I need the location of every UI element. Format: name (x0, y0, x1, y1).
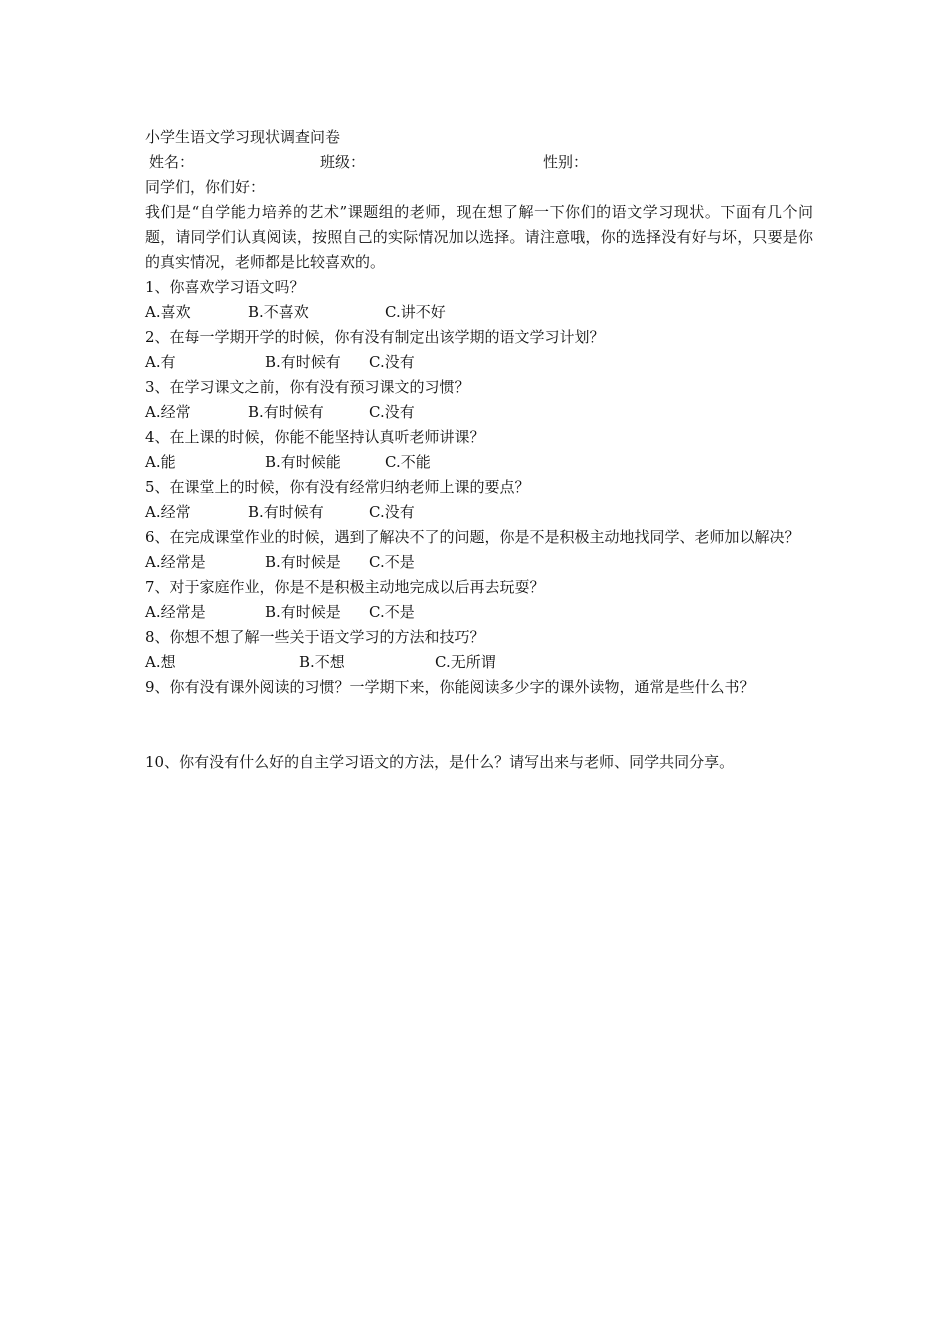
option-2-b[interactable]: B.有时候有 (265, 353, 341, 371)
option-6-a[interactable]: A.经常是 (145, 553, 206, 571)
answer-space-9[interactable] (145, 700, 813, 750)
answer-space-10[interactable] (145, 775, 813, 825)
document-title: 小学生语文学习现状调查问卷 (145, 128, 341, 146)
option-4-a[interactable]: A.能 (145, 453, 176, 471)
question-10: 10、你有没有什么好的自主学习语文的方法，是什么？请写出来与老师、同学共同分享。 (145, 753, 735, 771)
option-3-a[interactable]: A.经常 (145, 403, 191, 421)
question-4: 4、在上课的时候，你能不能坚持认真听老师讲课？ (145, 428, 485, 446)
option-5-a[interactable]: A.经常 (145, 503, 191, 521)
greeting: 同学们，你们好： (145, 178, 266, 196)
class-label: 班级： (320, 153, 366, 171)
options-4 (145, 450, 813, 475)
option-8-b[interactable]: B.不想 (299, 653, 345, 671)
options-6 (145, 550, 813, 575)
option-8-c[interactable]: C.无所谓 (435, 653, 496, 671)
options-3 (145, 400, 813, 425)
option-1-c[interactable]: C.讲不好 (385, 303, 446, 321)
question-5: 5、在课堂上的时候，你有没有经常归纳老师上课的要点？ (145, 478, 530, 496)
option-8-a[interactable]: A.想 (145, 653, 176, 671)
option-4-c[interactable]: C.不能 (385, 453, 431, 471)
options-8 (145, 650, 813, 675)
question-2: 2、在每一学期开学的时候，你有没有制定出该学期的语文学习计划？ (145, 328, 605, 346)
option-6-b[interactable]: B.有时候是 (265, 553, 341, 571)
option-2-c[interactable]: C.没有 (369, 353, 415, 371)
question-8: 8、你想不想了解一些关于语文学习的方法和技巧？ (145, 628, 485, 646)
option-4-b[interactable]: B.有时候能 (265, 453, 341, 471)
question-9: 9、你有没有课外阅读的习惯？一学期下来，你能阅读多少字的课外读物，通常是些什么书？ (145, 678, 755, 696)
questionnaire-page (145, 125, 813, 825)
option-7-b[interactable]: B.有时候是 (265, 603, 341, 621)
question-7: 7、对于家庭作业，你是不是积极主动地完成以后再去玩耍？ (145, 578, 545, 596)
option-5-c[interactable]: C.没有 (369, 503, 415, 521)
question-6: 6、在完成课堂作业的时候，遇到了解决不了的问题，你是不是积极主动地找同学、老师加以解决？ (145, 528, 800, 546)
option-7-c[interactable]: C.不是 (369, 603, 415, 621)
question-3: 3、在学习课文之前，你有没有预习课文的习惯？ (145, 378, 470, 396)
option-7-a[interactable]: A.经常是 (145, 603, 206, 621)
option-3-c[interactable]: C.没有 (369, 403, 415, 421)
option-3-b[interactable]: B.有时候有 (248, 403, 324, 421)
options-1 (145, 300, 813, 325)
question-1: 1、你喜欢学习语文吗？ (145, 278, 305, 296)
gender-label: 性别： (543, 153, 589, 171)
option-1-a[interactable]: A.喜欢 (145, 303, 191, 321)
options-5 (145, 500, 813, 525)
options-7 (145, 600, 813, 625)
options-2 (145, 350, 813, 375)
intro-paragraph: 我们是“自学能力培养的艺术”课题组的老师，现在想了解一下你们的语文学习现状。下面有几个问题，请同学们认真阅读，按照自己的实际情况加以选择。请注意哦，你的选择没有好与坏，只要是你的真实情况，老师都是比较喜欢的。 (145, 203, 813, 271)
student-info-row (145, 150, 813, 175)
option-2-a[interactable]: A.有 (145, 353, 176, 371)
option-6-c[interactable]: C.不是 (369, 553, 415, 571)
option-5-b[interactable]: B.有时候有 (248, 503, 324, 521)
name-label: 姓名： (149, 153, 195, 171)
option-1-b[interactable]: B.不喜欢 (248, 303, 309, 321)
